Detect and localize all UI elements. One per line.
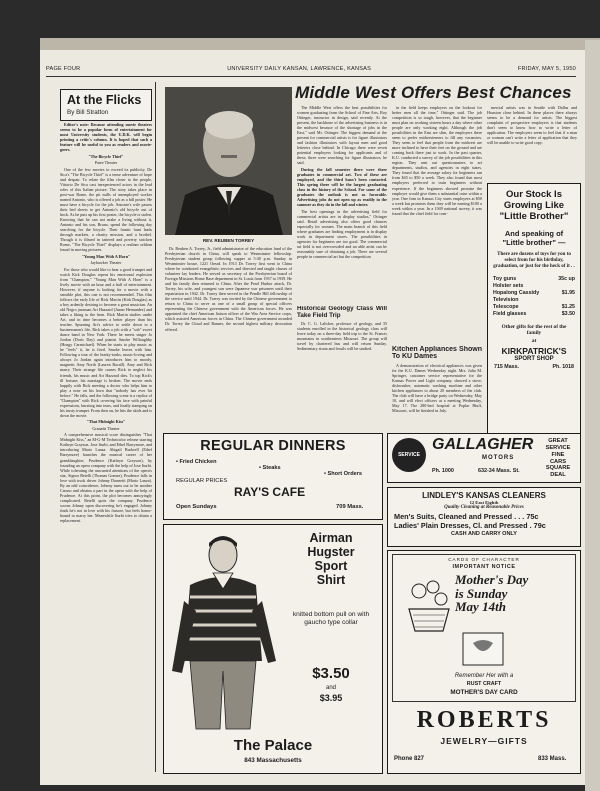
flicks-column bbox=[60, 122, 152, 772]
page-number: PAGE FOUR bbox=[46, 66, 81, 72]
kirk-item-name: Telescope bbox=[493, 304, 519, 311]
kirk-line6: There are dozens of toys for you to select from for his birthday, graduation, or just for the heck of it . . bbox=[493, 251, 575, 270]
rays-hours: Open Sundays bbox=[176, 504, 217, 510]
rays-item-label: Short Orders bbox=[327, 471, 363, 477]
lindley-address: 12 East Eighth bbox=[469, 500, 499, 505]
kirk-footer bbox=[494, 364, 574, 370]
geology-body: Dr. C. G. Lalicker, professor of geology, and 35 students enrolled in the historical geology class will leave today on a three-day field trip to the St. Francis mountains in southeastern Missouri. The group will travel by chartered bus and will return Sunday. Sedimentary strata and fossils will be studied. bbox=[297, 321, 387, 352]
photo-caption: REV. REUBEN TORREY bbox=[202, 238, 255, 243]
roberts-phone: Phone 827 bbox=[394, 756, 425, 762]
offers-col2-text: in the field keeps employers on the lookout for better men all the time," Ottinger said. The job competition is so tough, however, that the beginner must plan on working sixteen hours a day where other people are only working eight. Although the job possibilities in the East are slim, the employers there seem to prefer midwesterners to fill any vacancies. They seem to feel that people from the midwest are more inclined to have their feet on the ground and are coming back there just to work. In the past quarter, K.U. conducted a survey of the job possibilities in this region. They sent out questionnaires to art departments, studios, and agencies in eight states. They found that the average salary for beginners ran from $45 to $50 a week. They also found that most employers preferred to train beginners without experience. If the beginners showed promise the employer would give them a substantial raise within a year. One firm in Kansas City starts employees at $50 a week but promises them they will be earning $100 a week within a year. In a 1949 national survey, it was found that the chief field for com- bbox=[392, 105, 482, 216]
roberts-rust: RUST CRAFT bbox=[466, 681, 502, 687]
kirk-line7: Other gifts for the rest of the family bbox=[501, 324, 567, 337]
palace-address: 843 Massachusetts bbox=[244, 757, 302, 764]
slogan-line: FINE bbox=[551, 451, 565, 458]
flicks-body1: One of the few movies to exceed its publicity, De Sica's "The Bicycle Thief" is a tense adventure of hope and despair. To relate the film closer to the people, Vittorio De Sica cast inexperienced actors in the lead roles of this Italian picture. The story takes place in post-war Rome, the pit mills of unemployed worker named Antonio, who is offered a job as a bill poster. He must have a bicycle for the job. Antonio's wife pawns their bed sheets to get Antonio's old bicycle out of hock. As he puts up his first poster, the bicycle is stolen. Knowing that he can not make a living without it, Antonio and his son, Bruno, spend the following day searching for the bicycle. Their frantic hunt leads through markets, a charity mission, and a brothel. Though it is filmed in tattered and poverty stricken Rome, "The Bicycle Thief" displays a realism seldom found in moving pictures. bbox=[60, 166, 152, 253]
kirk-item-name: Holster sets bbox=[493, 282, 524, 289]
slogan-line: SERVICE bbox=[545, 444, 571, 451]
offers-col1 bbox=[297, 105, 387, 303]
kirk-subheading bbox=[488, 229, 580, 247]
offers-col1-bold: During the fall semester there were three graduates in commercial art. Two of these are employed, and the third hasn't been contacted. This spring there will be the largest graduating class in the history of the School. For some of the graduates the outlook is not as favorable. Advertising jobs do not open up as readily in the summer as they do in the fall and winter. bbox=[297, 166, 387, 208]
gallagher-address: 632-34 Mass. St. bbox=[478, 468, 520, 474]
torrey-article bbox=[165, 246, 292, 438]
roberts-sub: JEWELRY—GIFTS bbox=[440, 736, 528, 746]
slogan-line: GREAT bbox=[548, 438, 568, 444]
palace-price1: $3.50 bbox=[312, 665, 350, 682]
kirk-line3: "Little Brother" bbox=[499, 210, 569, 222]
flicks-sub2: "Young Man With A Horn" bbox=[81, 253, 131, 259]
gallagher-name: GALLAGHER bbox=[432, 436, 534, 453]
mothers-day-line: Mother's Day bbox=[455, 572, 529, 587]
kirk-line4: And speaking of bbox=[504, 228, 564, 238]
page-header bbox=[46, 66, 576, 77]
palace-ad bbox=[163, 524, 383, 774]
kirk-item-name: Field glasses bbox=[493, 311, 527, 318]
slogan-line: SQUARE bbox=[545, 465, 571, 472]
flicks-title: At the Flicks bbox=[67, 93, 142, 107]
kirk-item-price: $1.25 bbox=[561, 304, 575, 311]
gallagher-ad bbox=[387, 433, 581, 483]
mothers-day-line: is Sunday bbox=[455, 585, 508, 601]
slogan-line: DEAL bbox=[550, 472, 566, 479]
rays-prices: REGULAR PRICES bbox=[176, 478, 228, 484]
rays-address: 709 Mass. bbox=[336, 504, 364, 510]
flower-basket-icon bbox=[401, 577, 456, 637]
flicks-sub1-theater: Patee Theater bbox=[94, 160, 118, 166]
newspaper-page bbox=[40, 50, 585, 785]
roberts-cards: CARDS OF CHARACTER bbox=[448, 557, 520, 562]
geology-article bbox=[297, 306, 387, 436]
palace-description: knitted bottom pull on with gaucho type collar bbox=[292, 611, 370, 627]
kirk-item bbox=[493, 311, 575, 318]
gallagher-sub: MOTORS bbox=[482, 455, 515, 461]
lindley-line2 bbox=[394, 521, 574, 530]
rays-title: REGULAR DINNERS bbox=[200, 438, 346, 454]
flicks-intro: Editor's note: Because attending movie theaters seems to be a popular form of entertainment for most University students, the U.D.K. will begin printing a critic's column. It is hoped that such a feature will be useful to you as readers and movie-goers. bbox=[60, 122, 152, 153]
lindley-line2-price: . 79c bbox=[529, 521, 546, 530]
service-seal-icon bbox=[392, 438, 426, 472]
seal-label: SERVICE bbox=[398, 452, 420, 458]
kirk-item-list bbox=[493, 276, 575, 319]
kirk-shop: SPORT SHOP bbox=[514, 356, 554, 363]
kitchen-headline: Kitchen Appliances Shown To KU Dames bbox=[392, 346, 482, 361]
flicks-sub2-theater: Jayhawker Theater bbox=[90, 260, 122, 266]
palace-name: The Palace bbox=[233, 737, 313, 754]
kirk-item-name: Hopalong Cassidy Television bbox=[493, 289, 540, 303]
offers-col1-cont: The best openings in the advertising field for commercial artists are in display studios," Ottinger said. Retail advertising also offers good chances especially for women. The main branch of this field where graduates are finding employment is in display work in department stores. The possibilities in agencies for beginners are too good. The commercial art field is not overcrowded and an able artist can be reasonably sure of obtaining a job. There are several people in commercial art but the competition bbox=[297, 208, 387, 259]
next-page-edge bbox=[585, 40, 600, 791]
mothers-day-line: May 14th bbox=[455, 599, 506, 615]
greeting-card-icon bbox=[459, 629, 509, 671]
mothers-day-title bbox=[455, 573, 565, 614]
portrait-illustration bbox=[165, 87, 292, 235]
kitchen-article bbox=[392, 346, 482, 438]
main-headline: Middle West Offers Best Chances bbox=[295, 83, 572, 102]
kirk-item-price: $1.95 bbox=[561, 289, 575, 296]
lindley-tagline: Quality Cleaning at Reasonable Prices bbox=[444, 505, 524, 510]
kirk-line2: Growing Like bbox=[503, 199, 565, 211]
rays-item: • Fried Chicken bbox=[176, 459, 217, 465]
kirk-item bbox=[493, 283, 575, 290]
rays-item: • Short Orders bbox=[324, 471, 363, 477]
portrait-photo bbox=[165, 87, 292, 235]
flicks-body2: For those who would like to hear a good trumpet and watch Kirk Douglas repeat his emotional explosion from "Champion," "Young Man With A Horn" is a lively movie with an hour and a half of entertainment. However, if anyone is looking for a movie with a sensible plot, this one is not recommended. This film follows the early life of Rick Martin (Kirk Douglas) as a boy ardently desiring to become a great musician. An old Negro jazzman Art Hazzard (Juano Hernandez) and takes a liking to the horn. Rick Martin studies under Art, and in time becomes a better player than his teacher. Spurning Art's advice to settle down to a businessman's life, Rick takes a job with a "sob" sweet dance band in New York. There he meets singer Jo Jordan (Doris Day) and pianist Smoke Willoughby (Hoagy Carmichael). When he starts to play music as he "feels" it, he is fired. Smoke leaves with him. Following a tour of the honky-tonks, music-loving and always Jo Jordan again introduces him to moody, magnetic Amy North (Lauren Bacall). Amy and Rick marry. Their strange life causes Rick to neglect his friends, his music and Art Hazzard dies. To top Rick's ill fortune, his marriage is broken. The movie ends happily with Rick meeting a doctor who helps him to play a note on his horn that "nobody has ever hit before." He falls, and the following scene is a replica of "Champion" with Rick covering his face with painful expressions, bursting into tears, and finally stamping on his trusty trumpet. From then on, he hits the skids and is down the movie. bbox=[60, 266, 152, 418]
offers-col3-text: mercial artists was in Seattle with Dallas and Houston close behind. In these places there always seems to be a demand for artists. The biggest complaint of prospective employers is that students don't seem to know how to write a letter of application. The employers seem to feel that if a man or woman can't write a letter of application that they will be unable to write good copy. bbox=[487, 105, 577, 146]
flicks-sub3-theater: Granada Theater bbox=[92, 425, 120, 431]
palace-heading-line: Shirt bbox=[316, 573, 346, 587]
kirk-heading bbox=[488, 190, 580, 223]
lindley-line1-label: Men's Suits, Cleaned and Pressed bbox=[394, 512, 513, 521]
kirk-item bbox=[493, 276, 575, 283]
kirk-item bbox=[493, 290, 575, 304]
palace-heading-line: Hugster bbox=[307, 545, 355, 559]
kirk-line5: "Little brother" — bbox=[502, 237, 566, 247]
column-rule bbox=[155, 82, 156, 772]
rays-name: RAY'S CAFE bbox=[234, 485, 306, 499]
flicks-sub3: "That Midnight Kiss" bbox=[86, 419, 126, 425]
gallagher-phone: Ph. 1000 bbox=[432, 468, 454, 474]
lindley-line1 bbox=[394, 512, 574, 521]
palace-heading bbox=[284, 531, 378, 587]
gallagher-slogan bbox=[538, 438, 578, 479]
mothers-day-card bbox=[392, 554, 576, 702]
geology-headline: Historical Geology Class Will Take Field Trip bbox=[297, 306, 387, 319]
issue-date: FRIDAY, MAY 5, 1950 bbox=[517, 66, 576, 72]
roberts-remember: Remember Her with a bbox=[454, 673, 514, 679]
rays-item: • Steaks bbox=[259, 465, 281, 471]
roberts-name: ROBERTS bbox=[416, 707, 552, 733]
rays-item-label: Steaks bbox=[262, 465, 281, 471]
palace-price2: $3.95 bbox=[319, 693, 343, 703]
roberts-address: 833 Mass. bbox=[538, 756, 567, 762]
kirk-line1: Our Stock Is bbox=[506, 189, 562, 200]
kirk-item-price: $3.50 bbox=[561, 311, 575, 318]
kirk-name: KIRKPATRICK'S bbox=[501, 346, 567, 357]
lindley-cash: CASH AND CARRY ONLY bbox=[451, 531, 517, 537]
kitchen-body: A demonstration of electrical appliances was given for the K.U. Dames Wednesday night. Mrs. Julia M. Springer, customer service representative for the Kansas Power and Light company, showed a stove, dishwasher, automatic washing machine and other kitchen appliances to about 20 members of the club. The club will have a bridge party on Wednesday, May 10, and will elect officers at a meeting Wednesday, May 17. The 280-bed hospital at Poplar Bluff, Missouri, will be finished in July. bbox=[392, 362, 482, 413]
paper-title: UNIVERSITY DAILY KANSAN, LAWRENCE, KANSAS bbox=[227, 66, 372, 72]
slogan-line: CARS bbox=[549, 458, 567, 465]
kirk-phone: Ph. 1018 bbox=[552, 364, 574, 371]
torrey-body: Dr. Reuben A. Torrey, Jr., field administrator of the education fund of the Presbyterian church in China, will speak to Westminster fellowship. Presbyterian student group following supper at 5:30 p.m. Sunday in Westminster house, 1221 Oread. In 1913 Dr. Torrey first went to China where he conducted evangelistic services and directed and taught classes of volunteer lay leaders. He served as secretary of the Presbyterian board of Foreign Missions Home Base department in St. Louis from 1937 to 1939. He and his family then returned to China. After the Pearl Harbor attack, Dr. Torrey, his wife, and youngest son were Japanese war prisoners until their repatriation in 1942. Dr. Torrey then served in the Pendle Hill fellowship of the service until 1944. Dr. Torrey was invited by the Chinese government to return to China to serve as one of a small group of special officers representing the Chinese government with the American forces. He was appointed the chief American liaison officer of the War Area Service corps, which assisted American forces in China. The Chinese government awarded Dr. Torrey the Cloud and Banner, the second highest military decoration offered. bbox=[165, 246, 292, 332]
kirk-address: 715 Mass. bbox=[494, 364, 520, 371]
flicks-byline: By Bill Stratton bbox=[67, 109, 109, 116]
offers-col1-text: The Middle West offers the best possibilities for women graduating from the School of Fine Arts, Roy Ottinger, instructor in design, said recently. At the present, the backbone of the advertising business is in the midwest because of the shortage of jobs in the East," said Mr. Ottinger. The biggest demand at the present for commercial artists is for figure illustrators and fashion illustrators with layout men and good letterers close behind. In Chicago there were seven potential employers looking for applicants and of these, three were searching for figure illustrators, he said. bbox=[297, 105, 387, 166]
rays-cafe-ad bbox=[163, 433, 383, 520]
kirk-at: at bbox=[531, 338, 537, 345]
palace-heading-line: Airman bbox=[309, 531, 353, 545]
roberts-ad bbox=[387, 550, 581, 774]
kirk-item-name: Toy guns bbox=[493, 275, 517, 282]
lindley-line2-label: Ladies' Plain Dresses, Cl. and Pressed bbox=[394, 521, 528, 530]
palace-and: and bbox=[325, 685, 336, 691]
roberts-card: MOTHER'S DAY CARD bbox=[450, 689, 518, 696]
kirk-item-price: 35c up bbox=[558, 275, 575, 282]
lindley-ad bbox=[387, 487, 581, 547]
kirk-item bbox=[493, 304, 575, 311]
lindley-line1-price: . . . 75c bbox=[514, 512, 539, 521]
offers-col3 bbox=[487, 105, 577, 183]
flicks-title-box bbox=[60, 89, 152, 121]
roberts-notice: IMPORTANT NOTICE bbox=[452, 564, 516, 570]
offers-col2 bbox=[392, 105, 482, 345]
kirkpatrick-ad bbox=[487, 183, 581, 440]
flicks-sub1: "The Bicycle Thief" bbox=[88, 153, 124, 159]
palace-heading-line: Sport bbox=[314, 559, 348, 573]
lindley-name: LINDLEY'S KANSAS CLEANERS bbox=[422, 491, 546, 500]
shirt-figure-illustration bbox=[168, 531, 278, 731]
rays-item-label: Fried Chicken bbox=[179, 459, 217, 465]
flicks-body3: A comprehensive musical score distinguishes "That Midnight Kiss," an M-G-M Technicolor release starring Kathryn Grayson, Jose Iturbi, and Ethel Barrymore, and introducing Mario Lanza. Abigail Budwell (Ethel Barrymore) launches the musical career of her granddaughter, Prudence (Kathryn Grayson), by founding an opera company with the help of Jose Iturbi. While tolerating the unwanted attentions of the opera's star, Signor Betelli (Thomas Gomez), Prudence falls in love with truck driver Johnny Donnetti (Mario Lanza). By an odd coincidence, Johnny turns out to be another Caruso and obtains a part in the opera with the help of Prudence. At this point, the plot becomes annoyingly complicated. Betelli quits the company. Prudence scorns Johnny upon discovering he's engaged. Johnny finds he's not in love with his fiancee, but feels honor-bound to marry her. Meanwhile Iturbi tries to obtain a replacement. bbox=[60, 432, 152, 523]
